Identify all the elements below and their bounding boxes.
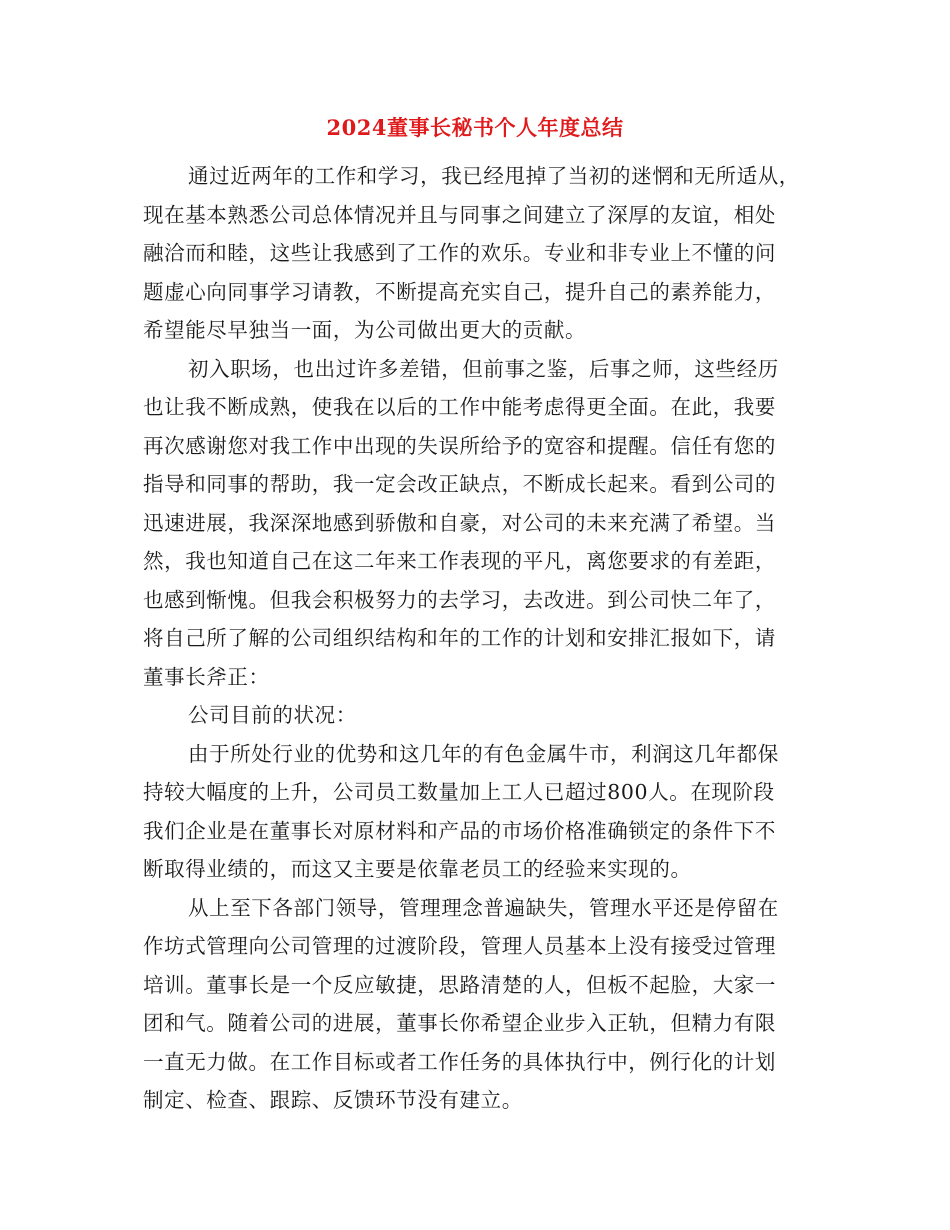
paragraph-2 <box>143 350 803 697</box>
paragraph-4 <box>143 735 803 889</box>
text-line: 培训。董事长是一个反应敏捷，思路清楚的人，但板不起脸，大家一 <box>143 972 776 997</box>
document-title: 2024董事长秘书个人年度总结 <box>326 115 624 140</box>
text-line: 团和气。随着公司的进展，董事长你希望企业步入正轨，但精力有限 <box>143 1011 776 1035</box>
text-line: 题虚心向同事学习请教，不断提高充实自己，提升自己的素养能力， <box>143 279 776 304</box>
paragraph-5 <box>143 889 803 1120</box>
paragraph-3 <box>143 696 803 735</box>
text-line: 希望能尽早独当一面，为公司做出更大的贡献。 <box>143 318 587 342</box>
text-line: 指导和同事的帮助，我一定会改正缺点，不断成长起来。看到公司的 <box>143 472 776 496</box>
paragraph-1 <box>143 157 803 350</box>
section-heading: 公司目前的状况： <box>188 703 357 727</box>
text-line: 然，我也知道自己在这二年来工作表现的平凡，离您要求的有差距， <box>143 549 776 573</box>
text-line: 将自己所了解的公司组织结构和年的工作的计划和安排汇报如下，请 <box>143 626 776 650</box>
text-line: 也让我不断成熟，使我在以后的工作中能考虑得更全面。在此，我要 <box>143 395 776 419</box>
text-line: 断取得业绩的，而这又主要是依靠老员工的经验来实现的。 <box>143 857 692 881</box>
text-line: 初入职场，也出过许多差错，但前事之鉴，后事之师，这些经历 <box>188 356 779 381</box>
text-line: 由于所处行业的优势和这几年的有色金属牛市，利润这几年都保 <box>188 741 779 766</box>
text-line: 作坊式管理向公司管理的过渡阶段，管理人员基本上没有接受过管理 <box>143 934 776 958</box>
text-line: 持较大幅度的上升，公司员工数量加上工人已超过800人。在现阶段 <box>143 780 775 804</box>
text-line: 通过近两年的工作和学习，我已经甩掉了当初的迷惘和无所适从， <box>188 164 800 188</box>
text-line: 我们企业是在董事长对原材料和产品的市场价格准确锁定的条件下不 <box>143 818 776 843</box>
document-body <box>143 157 803 1120</box>
text-line: 迅速进展，我深深地感到骄傲和自豪，对公司的未来充满了希望。当 <box>143 510 776 535</box>
text-line: 制定、检查、跟踪、反馈环节没有建立。 <box>143 1088 523 1112</box>
text-line: 一直无力做。在工作目标或者工作任务的具体执行中，例行化的计划 <box>143 1049 776 1074</box>
text-line: 现在基本熟悉公司总体情况并且与同事之间建立了深厚的友谊，相处 <box>143 202 776 227</box>
text-line: 董事长斧正： <box>143 664 270 689</box>
text-line: 也感到惭愧。但我会积极努力的去学习，去改进。到公司快二年了， <box>143 587 776 612</box>
text-line: 融洽而和睦，这些让我感到了工作的欢乐。专业和非专业上不懂的问 <box>143 241 776 265</box>
text-line: 从上至下各部门领导，管理理念普遍缺失，管理水平还是停留在 <box>188 895 779 920</box>
text-line: 再次感谢您对我工作中出现的失误所给予的宽容和提醒。信任有您的 <box>143 433 776 458</box>
